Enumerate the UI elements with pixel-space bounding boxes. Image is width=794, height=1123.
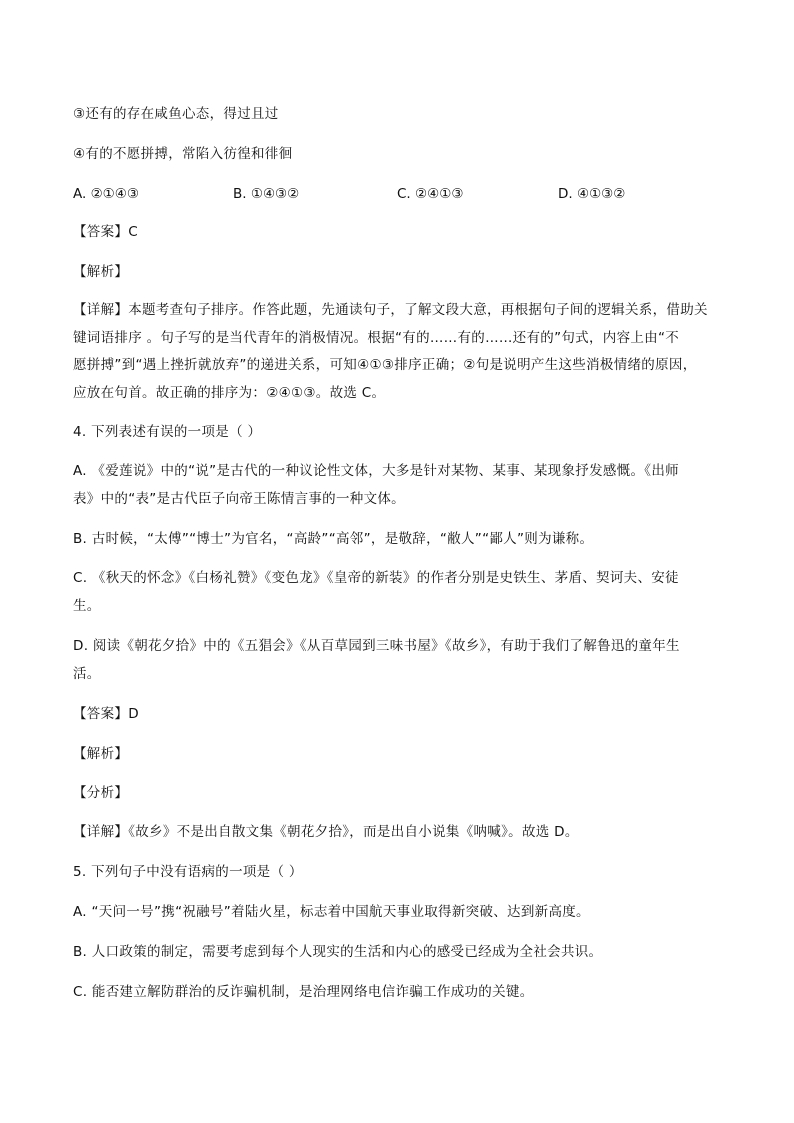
option-b: B. ①④③② bbox=[233, 186, 300, 202]
option-c: C. ②④①③ bbox=[397, 186, 464, 202]
q4-option-a-line1: A. 《爱莲说》中的“说”是古代的一种议论性文体，大多是针对某物、某事、某现象抒发感慨。《出师 bbox=[73, 463, 679, 479]
answer-q4: 【答案】D bbox=[73, 706, 139, 722]
q4-option-d-line2: 活。 bbox=[73, 666, 101, 682]
q4-option-b: B. 古时候，“太傅”“博士”为官名，“高龄”“高邻”，是敬辞，“敝人”“鄙人”则为谦称。 bbox=[73, 531, 594, 547]
analysis-heading-q3: 【解析】 bbox=[73, 264, 129, 280]
q4-option-d-line1: D. 阅读《朝花夕拾》中的《五猖会》《从百草园到三味书屋》《故乡》，有助于我们了解鲁迅的童年生 bbox=[73, 638, 680, 654]
q4-option-c-line2: 生。 bbox=[73, 598, 101, 614]
q5-option-a: A. “天问一号”携“祝融号”着陆火星，标志着中国航天事业取得新突破、达到新高度。 bbox=[73, 904, 590, 920]
detail-q3-line3: 愿拼搏”到“遇上挫折就放弃”的递进关系，可知④①③排序正确；②句是说明产生这些消极情绪的原因， bbox=[73, 357, 697, 373]
detail-q3-line4: 应放在句首。故正确的排序为：②④①③。故选 C。 bbox=[73, 385, 386, 401]
analysis-sub-heading-q4: 【分析】 bbox=[73, 785, 129, 801]
question-5: 5. 下列句子中没有语病的一项是（ ） bbox=[73, 864, 303, 880]
sentence-4: ④有的不愿拼搏，常陷入彷徨和徘徊 bbox=[73, 146, 293, 162]
q4-option-c-line1: C. 《秋天的怀念》《白杨礼赞》《变色龙》《皇帝的新装》的作者分别是史铁生、茅盾、契诃夫、安徒 bbox=[73, 570, 679, 586]
analysis-heading-q4: 【解析】 bbox=[73, 746, 129, 762]
detail-q4: 【详解】《故乡》不是出自散文集《朝花夕拾》，而是出自小说集《呐喊》。故选 D。 bbox=[73, 824, 579, 840]
detail-q3-line2: 键词语排序 。句子写的是当代青年的消极情况。根据“有的……有的……还有的”句式，内容上由“不 bbox=[73, 330, 680, 346]
q5-option-c: C. 能否建立解防群治的反诈骗机制，是治理网络电信诈骗工作成功的关键。 bbox=[73, 984, 534, 1000]
sentence-3: ③还有的存在咸鱼心态，得过且过 bbox=[73, 106, 279, 122]
answer-q3: 【答案】C bbox=[73, 224, 138, 240]
q5-option-b: B. 人口政策的制定，需要考虑到每个人现实的生活和内心的感受已经成为全社会共识。 bbox=[73, 944, 603, 960]
option-a: A. ②①④③ bbox=[73, 186, 139, 202]
question-4: 4. 下列表述有误的一项是（ ） bbox=[73, 424, 262, 440]
detail-q3-line1: 【详解】本题考查句子排序。作答此题，先通读句子，了解文段大意，再根据句子间的逻辑关系，借助关 bbox=[73, 302, 708, 318]
option-d: D. ④①③② bbox=[558, 186, 626, 202]
q4-option-a-line2: 表》中的“表”是古代臣子向帝王陈情言事的一种文体。 bbox=[73, 491, 405, 507]
